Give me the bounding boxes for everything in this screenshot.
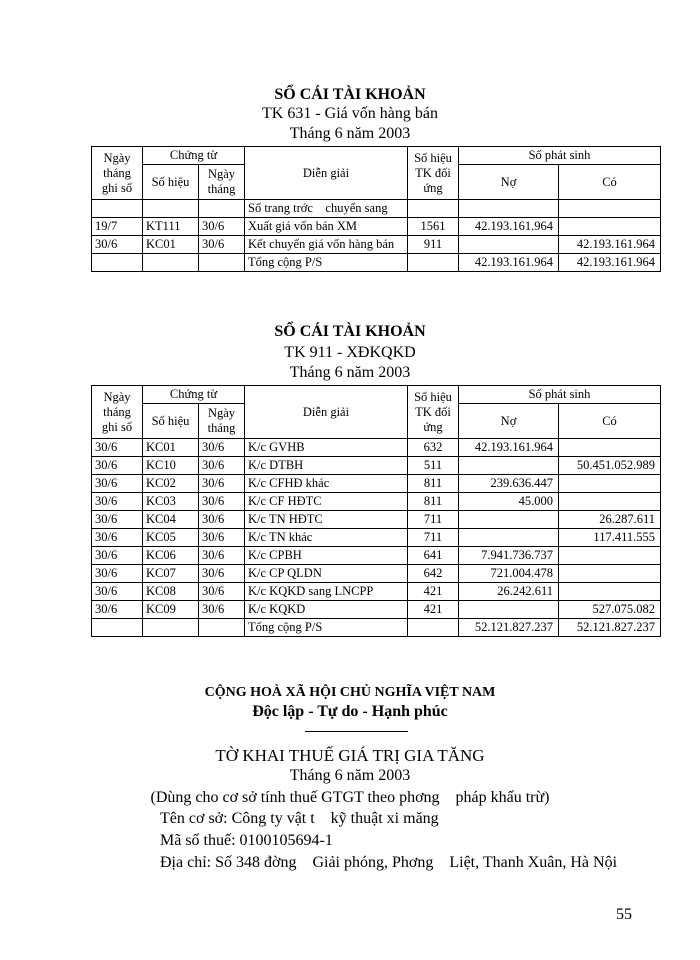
cell-date: 30/6: [92, 547, 143, 565]
cell-voucher-no: KC10: [143, 457, 199, 475]
cell-credit: [559, 547, 661, 565]
cell-debit: [459, 601, 559, 619]
cell-voucher-no: KC08: [143, 583, 199, 601]
cell-description: K/c KQKD: [245, 601, 408, 619]
cell-account: 811: [408, 493, 459, 511]
cell-date: 30/6: [92, 236, 143, 254]
cell-voucher-no: KC01: [143, 439, 199, 457]
cell-voucher-date: 30/6: [199, 493, 245, 511]
header-amounts: Số phát sinh: [459, 386, 661, 404]
cell-voucher-date: 30/6: [199, 218, 245, 236]
cell-date: 30/6: [92, 583, 143, 601]
cell-date: 30/6: [92, 475, 143, 493]
header-date: Ngày tháng ghi sổ: [92, 386, 143, 439]
tax-code: Mã số thuế: 0100105694-1: [160, 832, 333, 849]
cell-date: 30/6: [92, 529, 143, 547]
header-debit: Nợ: [459, 165, 559, 200]
header-amounts: Số phát sinh: [459, 147, 661, 165]
header-date: Ngày tháng ghi sổ: [92, 147, 143, 200]
cell-account: 421: [408, 583, 459, 601]
cell-voucher-no: KC04: [143, 511, 199, 529]
cell-debit: [459, 457, 559, 475]
declaration-period: Tháng 6 năm 2003: [289, 767, 411, 784]
cell-voucher-no: KC03: [143, 493, 199, 511]
ledger2-account: TK 911 - XĐKQKD: [284, 344, 416, 361]
total-debit: 52.121.827.237: [459, 619, 559, 637]
table-row: [92, 529, 661, 547]
cell-debit: [459, 529, 559, 547]
cell-description: K/c CFHĐ khác: [245, 475, 408, 493]
cell-date: 30/6: [92, 493, 143, 511]
page-number: 55: [616, 906, 632, 923]
cell-description: K/c CP QLDN: [245, 565, 408, 583]
cell-account: 632: [408, 439, 459, 457]
cell-debit: 42.193.161.964: [459, 439, 559, 457]
cell-voucher-date: 30/6: [199, 529, 245, 547]
cell-debit: 42.193.161.964: [459, 218, 559, 236]
total-row: [92, 619, 661, 637]
cell-voucher-date: 30/6: [199, 236, 245, 254]
cell-debit: 26.242.611: [459, 583, 559, 601]
cell-account: 641: [408, 547, 459, 565]
cell-voucher-date: 30/6: [199, 547, 245, 565]
table-row: [92, 236, 661, 254]
cell-description: K/c TN HĐTC: [245, 511, 408, 529]
cell-description: K/c CPBH: [245, 547, 408, 565]
header-voucher-no: Số hiệu: [143, 165, 199, 200]
cell-account: 642: [408, 565, 459, 583]
cell-date: 19/7: [92, 218, 143, 236]
total-row: [92, 254, 661, 272]
cell-voucher-date: 30/6: [199, 439, 245, 457]
cell-debit: 239.636.447: [459, 475, 559, 493]
cell-account: 911: [408, 236, 459, 254]
cell-description: K/c TN khác: [245, 529, 408, 547]
cell-date: 30/6: [92, 511, 143, 529]
cell-debit: 45.000: [459, 493, 559, 511]
cell-credit: 26.287.611: [559, 511, 661, 529]
cell-account: 421: [408, 601, 459, 619]
cell-account: 811: [408, 475, 459, 493]
table-row: [92, 583, 661, 601]
table-row: [92, 439, 661, 457]
ledger2-rows: [92, 439, 661, 619]
header-description: Diễn giải: [245, 386, 408, 439]
cell-description: K/c KQKD sang LNCPP: [245, 583, 408, 601]
ledger2-period: Tháng 6 năm 2003: [289, 364, 411, 381]
cell-date: 30/6: [92, 439, 143, 457]
cell-credit: [559, 475, 661, 493]
table-row: [92, 493, 661, 511]
header-voucher-no: Số hiệu: [143, 404, 199, 439]
address: Địa chỉ: Số 348 đờng Giải phóng, Phơng Liệt, Thanh Xuân, Hà Nội: [160, 854, 618, 871]
cell-credit: [559, 493, 661, 511]
header-voucher-date: Ngày tháng: [199, 404, 245, 439]
cell-credit: [559, 439, 661, 457]
cell-debit: [459, 236, 559, 254]
cell-date: 30/6: [92, 601, 143, 619]
header-credit: Có: [559, 165, 661, 200]
cell-credit: [559, 218, 661, 236]
table-row: [92, 547, 661, 565]
header-voucher: Chứng từ: [143, 147, 245, 165]
cell-account: 1561: [408, 218, 459, 236]
total-credit: 42.193.161.964: [559, 254, 661, 272]
declaration-note: (Dùng cho cơ sở tính thuế GTGT theo phơng pháp khấu trừ): [150, 789, 550, 806]
cell-date: 30/6: [92, 565, 143, 583]
total-label: Tổng cộng P/S: [245, 619, 408, 637]
opening-row: [92, 200, 661, 218]
cell-credit: 50.451.052.989: [559, 457, 661, 475]
total-debit: 42.193.161.964: [459, 254, 559, 272]
cell-credit: 117.411.555: [559, 529, 661, 547]
header-description: Diễn giải: [245, 147, 408, 200]
cell-account: 511: [408, 457, 459, 475]
header-counter-account: Số hiệu TK đối ứng: [408, 386, 459, 439]
cell-credit: 42.193.161.964: [559, 236, 661, 254]
header-voucher: Chứng từ: [143, 386, 245, 404]
cell-voucher-no: KT111: [143, 218, 199, 236]
cell-voucher-date: 30/6: [199, 601, 245, 619]
ledger1-title: SỔ CÁI TÀI KHOẢN: [274, 86, 426, 103]
cell-description: K/c GVHB: [245, 439, 408, 457]
opening-row-label: Số trang trớc chuyển sang: [245, 200, 408, 218]
cell-description: Xuất giá vốn bán XM: [245, 218, 408, 236]
total-label: Tổng cộng P/S: [245, 254, 408, 272]
header-voucher-date: Ngày tháng: [199, 165, 245, 200]
cell-debit: [459, 511, 559, 529]
cell-voucher-date: 30/6: [199, 457, 245, 475]
cell-account: 711: [408, 529, 459, 547]
motto: Độc lập - Tự do - Hạnh phúc: [252, 703, 448, 720]
cell-voucher-no: KC05: [143, 529, 199, 547]
table-row: [92, 218, 661, 236]
cell-voucher-no: KC01: [143, 236, 199, 254]
total-credit: 52.121.827.237: [559, 619, 661, 637]
cell-voucher-date: 30/6: [199, 475, 245, 493]
ledger2-title: SỔ CÁI TÀI KHOẢN: [274, 323, 426, 340]
cell-voucher-no: KC07: [143, 565, 199, 583]
header-debit: Nợ: [459, 404, 559, 439]
declaration-title: TỜ KHAI THUẾ GIÁ TRỊ GIA TĂNG: [215, 746, 485, 765]
cell-voucher-no: KC09: [143, 601, 199, 619]
cell-debit: 7.941.736.737: [459, 547, 559, 565]
table-row: [92, 511, 661, 529]
cell-debit: 721.004.478: [459, 565, 559, 583]
cell-voucher-date: 30/6: [199, 565, 245, 583]
cell-voucher-no: KC06: [143, 547, 199, 565]
company-name: Tên cơ sở: Công ty vật t kỹ thuật xi măng: [160, 810, 439, 827]
divider: [305, 731, 408, 732]
ledger2-table: [91, 385, 661, 637]
cell-date: 30/6: [92, 457, 143, 475]
cell-voucher-no: KC02: [143, 475, 199, 493]
ledger1-period: Tháng 6 năm 2003: [289, 125, 411, 142]
cell-voucher-date: 30/6: [199, 583, 245, 601]
ledger1-account: TK 631 - Giá vốn hàng bán: [262, 105, 438, 122]
table-row: [92, 565, 661, 583]
ledger1-table: [91, 146, 661, 272]
header-counter-account: Số hiệu TK đối ứng: [408, 147, 459, 200]
cell-credit: [559, 583, 661, 601]
cell-voucher-date: 30/6: [199, 511, 245, 529]
cell-description: K/c CF HĐTC: [245, 493, 408, 511]
cell-description: Kết chuyển giá vốn hàng bán: [245, 236, 408, 254]
table-row: [92, 601, 661, 619]
cell-description: K/c DTBH: [245, 457, 408, 475]
country-name: CỘNG HOÀ XÃ HỘI CHỦ NGHĨA VIỆT NAM: [204, 685, 496, 700]
cell-credit: [559, 565, 661, 583]
table-row: [92, 475, 661, 493]
cell-credit: 527.075.082: [559, 601, 661, 619]
table-row: [92, 457, 661, 475]
cell-account: 711: [408, 511, 459, 529]
header-credit: Có: [559, 404, 661, 439]
